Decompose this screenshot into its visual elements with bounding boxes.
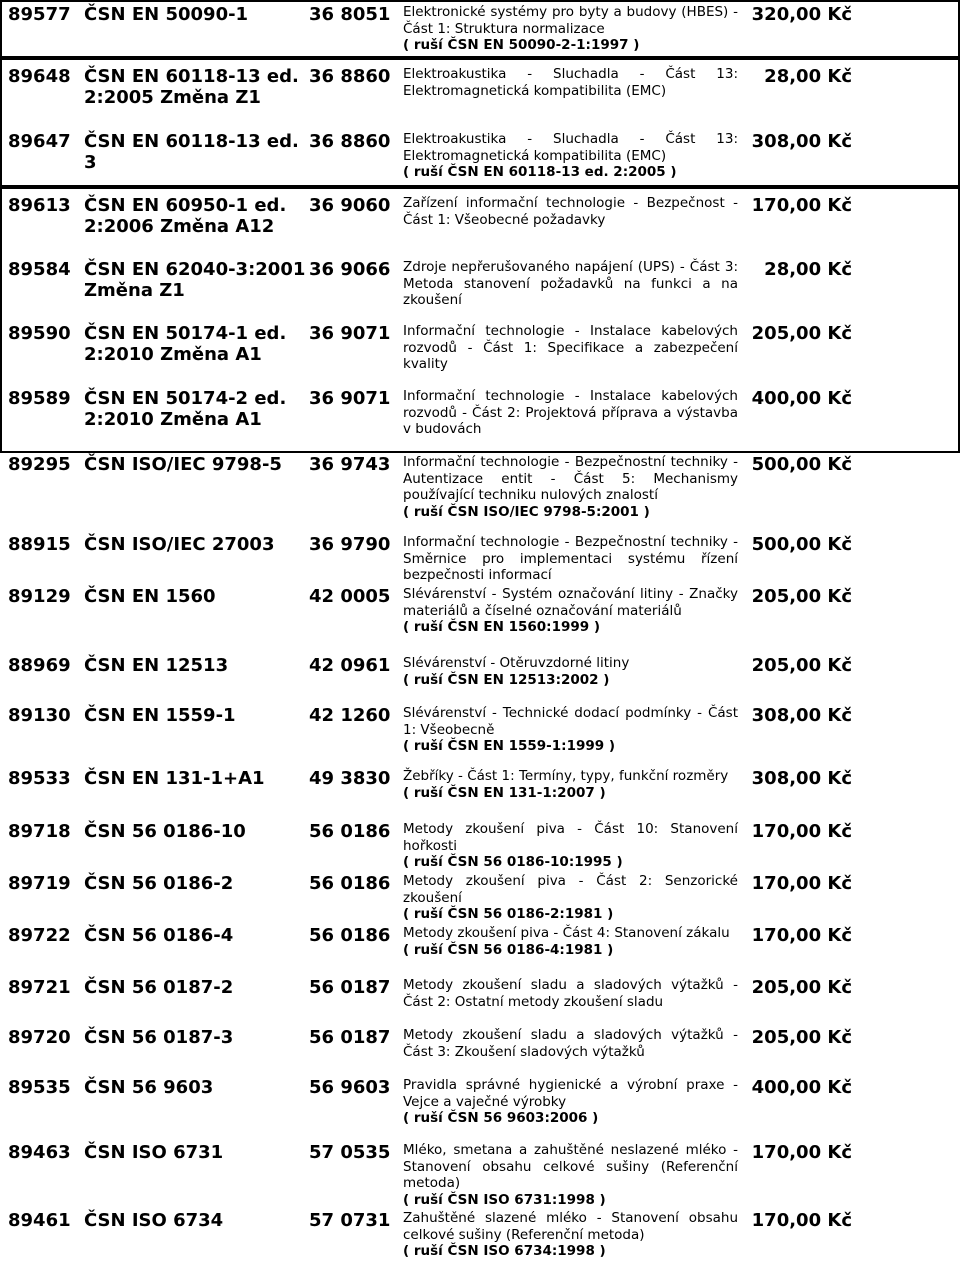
standard-title: Metody zkoušení sladu a sladových výtažků - Část 2: Ostatní metody zkoušení sladu	[403, 977, 738, 1010]
standard-title: Informační technologie - Bezpečnostní techniky - Směrnice pro implementaci systému řízení bezpečnosti informací	[403, 534, 738, 583]
catalog-number: 88915	[8, 534, 71, 555]
table-row	[0, 131, 960, 180]
price: 500,00 Kč	[751, 454, 852, 475]
table-row	[0, 873, 960, 922]
standard-title: Metody zkoušení sladu a sladových výtažků - Část 3: Zkoušení sladových výtažků	[403, 1027, 738, 1060]
catalog-number: 89719	[8, 873, 71, 894]
price: 308,00 Kč	[751, 705, 852, 726]
table-row	[0, 1210, 960, 1259]
catalog-number: 88969	[8, 655, 71, 676]
catalog-number: 89533	[8, 768, 71, 789]
table-row	[0, 1077, 960, 1126]
catalog-number: 89463	[8, 1142, 71, 1163]
standard-designation: ČSN EN 1560	[84, 586, 216, 607]
standard-title: Slévárenství - Technické dodací podmínky - Část 1: Všeobecně ( ruší ČSN EN 1559-1:1999 )	[403, 705, 738, 754]
standard-title: Metody zkoušení piva - Část 4: Stanovení zákalu ( ruší ČSN 56 0186-4:1981 )	[403, 925, 730, 958]
classification-code: 36 8860	[309, 66, 391, 87]
classification-code: 36 9060	[309, 195, 391, 216]
standard-designation: ČSN EN 60118-13 ed. 3	[84, 131, 299, 173]
table-row	[0, 534, 960, 583]
classification-code: 42 0961	[309, 655, 391, 676]
standard-designation: ČSN 56 0186-2	[84, 873, 234, 894]
standard-designation: ČSN EN 50090-1	[84, 4, 249, 25]
table-row	[0, 259, 960, 308]
standard-title: Elektronické systémy pro byty a budovy (HBES) - Část 1: Struktura normalizace ( ruší ČSN EN 50090-2-1:1997 )	[403, 4, 738, 53]
price: 320,00 Kč	[751, 4, 852, 25]
standard-designation: ČSN EN 50174-2 ed. 2:2010 Změna A1	[84, 388, 287, 430]
standard-designation: ČSN ISO/IEC 27003	[84, 534, 275, 555]
classification-code: 36 9790	[309, 534, 391, 555]
standard-designation: ČSN EN 60118-13 ed. 2:2005 Změna Z1	[84, 66, 299, 108]
classification-code: 56 0186	[309, 925, 391, 946]
standard-designation: ČSN ISO/IEC 9798-5	[84, 454, 282, 475]
catalog-number: 89647	[8, 131, 71, 152]
price: 28,00 Kč	[764, 259, 852, 280]
standard-title: Zahuštěné slazené mléko - Stanovení obsahu celkové sušiny (Referenční metoda) ( ruší ČSN ISO 6734:1998 )	[403, 1210, 738, 1259]
catalog-number: 89720	[8, 1027, 71, 1048]
price: 308,00 Kč	[751, 768, 852, 789]
classification-code: 56 0187	[309, 1027, 391, 1048]
standard-designation: ČSN EN 131-1+A1	[84, 768, 265, 789]
standard-title: Pravidla správné hygienické a výrobní praxe - Vejce a vaječné výrobky ( ruší ČSN 56 9603:2006 )	[403, 1077, 738, 1126]
standard-designation: ČSN ISO 6731	[84, 1142, 224, 1163]
classification-code: 56 0187	[309, 977, 391, 998]
price: 170,00 Kč	[751, 1142, 852, 1163]
classification-code: 49 3830	[309, 768, 391, 789]
catalog-number: 89130	[8, 705, 71, 726]
standard-title: Žebříky - Část 1: Termíny, typy, funkční rozměry ( ruší ČSN EN 131-1:2007 )	[403, 768, 729, 801]
classification-code: 36 9743	[309, 454, 391, 475]
standard-title: Elektroakustika - Sluchadla - Část 13: Elektromagnetická kompatibilita (EMC)	[403, 66, 738, 99]
standard-title: Metody zkoušení piva - Část 10: Stanovení hořkosti ( ruší ČSN 56 0186-10:1995 )	[403, 821, 738, 870]
price: 400,00 Kč	[751, 1077, 852, 1098]
classification-code: 42 0005	[309, 586, 391, 607]
standard-title: Zdroje nepřerušovaného napájení (UPS) - Část 3: Metoda stanovení požadavků na funkci a na zkoušení	[403, 259, 738, 308]
table-row	[0, 655, 960, 688]
classification-code: 36 8051	[309, 4, 391, 25]
table-row	[0, 454, 960, 520]
standard-designation: ČSN EN 1559-1	[84, 705, 236, 726]
catalog-number: 89295	[8, 454, 71, 475]
price: 170,00 Kč	[751, 195, 852, 216]
standard-title: Informační technologie - Instalace kabelových rozvodů - Část 2: Projektová příprava a výstavba v budovách	[403, 388, 738, 437]
standard-designation: ČSN EN 62040-3:2001 Změna Z1	[84, 259, 306, 301]
price: 170,00 Kč	[751, 925, 852, 946]
catalog-number: 89590	[8, 323, 71, 344]
standard-title: Informační technologie - Instalace kabelových rozvodů - Část 1: Specifikace a zabezpečení kvality	[403, 323, 738, 372]
price: 170,00 Kč	[751, 873, 852, 894]
table-row	[0, 388, 960, 437]
catalog-number: 89718	[8, 821, 71, 842]
standard-title: Slévárenství - Systém označování litiny - Značky materiálů a číselné označování materiálů ( ruší ČSN EN 1560:1999 )	[403, 586, 738, 635]
standard-title: Elektroakustika - Sluchadla - Část 13: Elektromagnetická kompatibilita (EMC) ( ruší ČSN EN 60118-13 ed. 2:2005 )	[403, 131, 738, 180]
standard-designation: ČSN 56 9603	[84, 1077, 214, 1098]
table-row	[0, 1142, 960, 1208]
table-row	[0, 195, 960, 237]
standard-designation: ČSN ISO 6734	[84, 1210, 224, 1231]
catalog-number: 89577	[8, 4, 71, 25]
table-row	[0, 1027, 960, 1060]
table-row	[0, 821, 960, 870]
price: 205,00 Kč	[751, 1027, 852, 1048]
table-row	[0, 4, 960, 53]
standard-title: Slévárenství - Otěruvzdorné litiny ( ruší ČSN EN 12513:2002 )	[403, 655, 630, 688]
price: 205,00 Kč	[751, 586, 852, 607]
price: 400,00 Kč	[751, 388, 852, 409]
classification-code: 56 0186	[309, 821, 391, 842]
table-row	[0, 768, 960, 801]
catalog-number: 89461	[8, 1210, 71, 1231]
classification-code: 56 9603	[309, 1077, 391, 1098]
catalog-number: 89129	[8, 586, 71, 607]
classification-code: 36 9066	[309, 259, 391, 280]
table-row	[0, 977, 960, 1010]
standard-designation: ČSN 56 0187-2	[84, 977, 234, 998]
standard-title: Mléko, smetana a zahuštěné neslazené mléko - Stanovení obsahu celkové sušiny (Referenční metoda) ( ruší ČSN ISO 6731:1998 )	[403, 1142, 738, 1208]
classification-code: 36 8860	[309, 131, 391, 152]
table-row	[0, 323, 960, 372]
standard-designation: ČSN EN 50174-1 ed. 2:2010 Změna A1	[84, 323, 287, 365]
standard-title: Metody zkoušení piva - Část 2: Senzorické zkoušení ( ruší ČSN 56 0186-2:1981 )	[403, 873, 738, 922]
standard-designation: ČSN EN 60950-1 ed. 2:2006 Změna A12	[84, 195, 287, 237]
catalog-number: 89722	[8, 925, 71, 946]
classification-code: 42 1260	[309, 705, 391, 726]
price: 170,00 Kč	[751, 1210, 852, 1231]
classification-code: 57 0535	[309, 1142, 391, 1163]
table-row	[0, 586, 960, 635]
price: 205,00 Kč	[751, 655, 852, 676]
table-row	[0, 66, 960, 108]
price: 170,00 Kč	[751, 821, 852, 842]
price: 308,00 Kč	[751, 131, 852, 152]
price: 28,00 Kč	[764, 66, 852, 87]
classification-code: 36 9071	[309, 323, 391, 344]
price: 500,00 Kč	[751, 534, 852, 555]
catalog-number: 89648	[8, 66, 71, 87]
catalog-number: 89613	[8, 195, 71, 216]
standard-title: Zařízení informační technologie - Bezpečnost - Část 1: Všeobecné požadavky	[403, 195, 738, 228]
standard-designation: ČSN 56 0186-4	[84, 925, 234, 946]
catalog-number: 89584	[8, 259, 71, 280]
table-row	[0, 925, 960, 958]
table-row	[0, 705, 960, 754]
standard-designation: ČSN EN 12513	[84, 655, 229, 676]
classification-code: 36 9071	[309, 388, 391, 409]
standard-designation: ČSN 56 0186-10	[84, 821, 246, 842]
classification-code: 57 0731	[309, 1210, 391, 1231]
standard-designation: ČSN 56 0187-3	[84, 1027, 234, 1048]
catalog-number: 89535	[8, 1077, 71, 1098]
standard-title: Informační technologie - Bezpečnostní techniky - Autentizace entit - Část 5: Mechanismy používající techniku nulových znalostí ( ruší ČSN ISO/IEC 9798-5:2001 )	[403, 454, 738, 520]
price: 205,00 Kč	[751, 977, 852, 998]
catalog-number: 89589	[8, 388, 71, 409]
catalog-number: 89721	[8, 977, 71, 998]
classification-code: 56 0186	[309, 873, 391, 894]
price: 205,00 Kč	[751, 323, 852, 344]
